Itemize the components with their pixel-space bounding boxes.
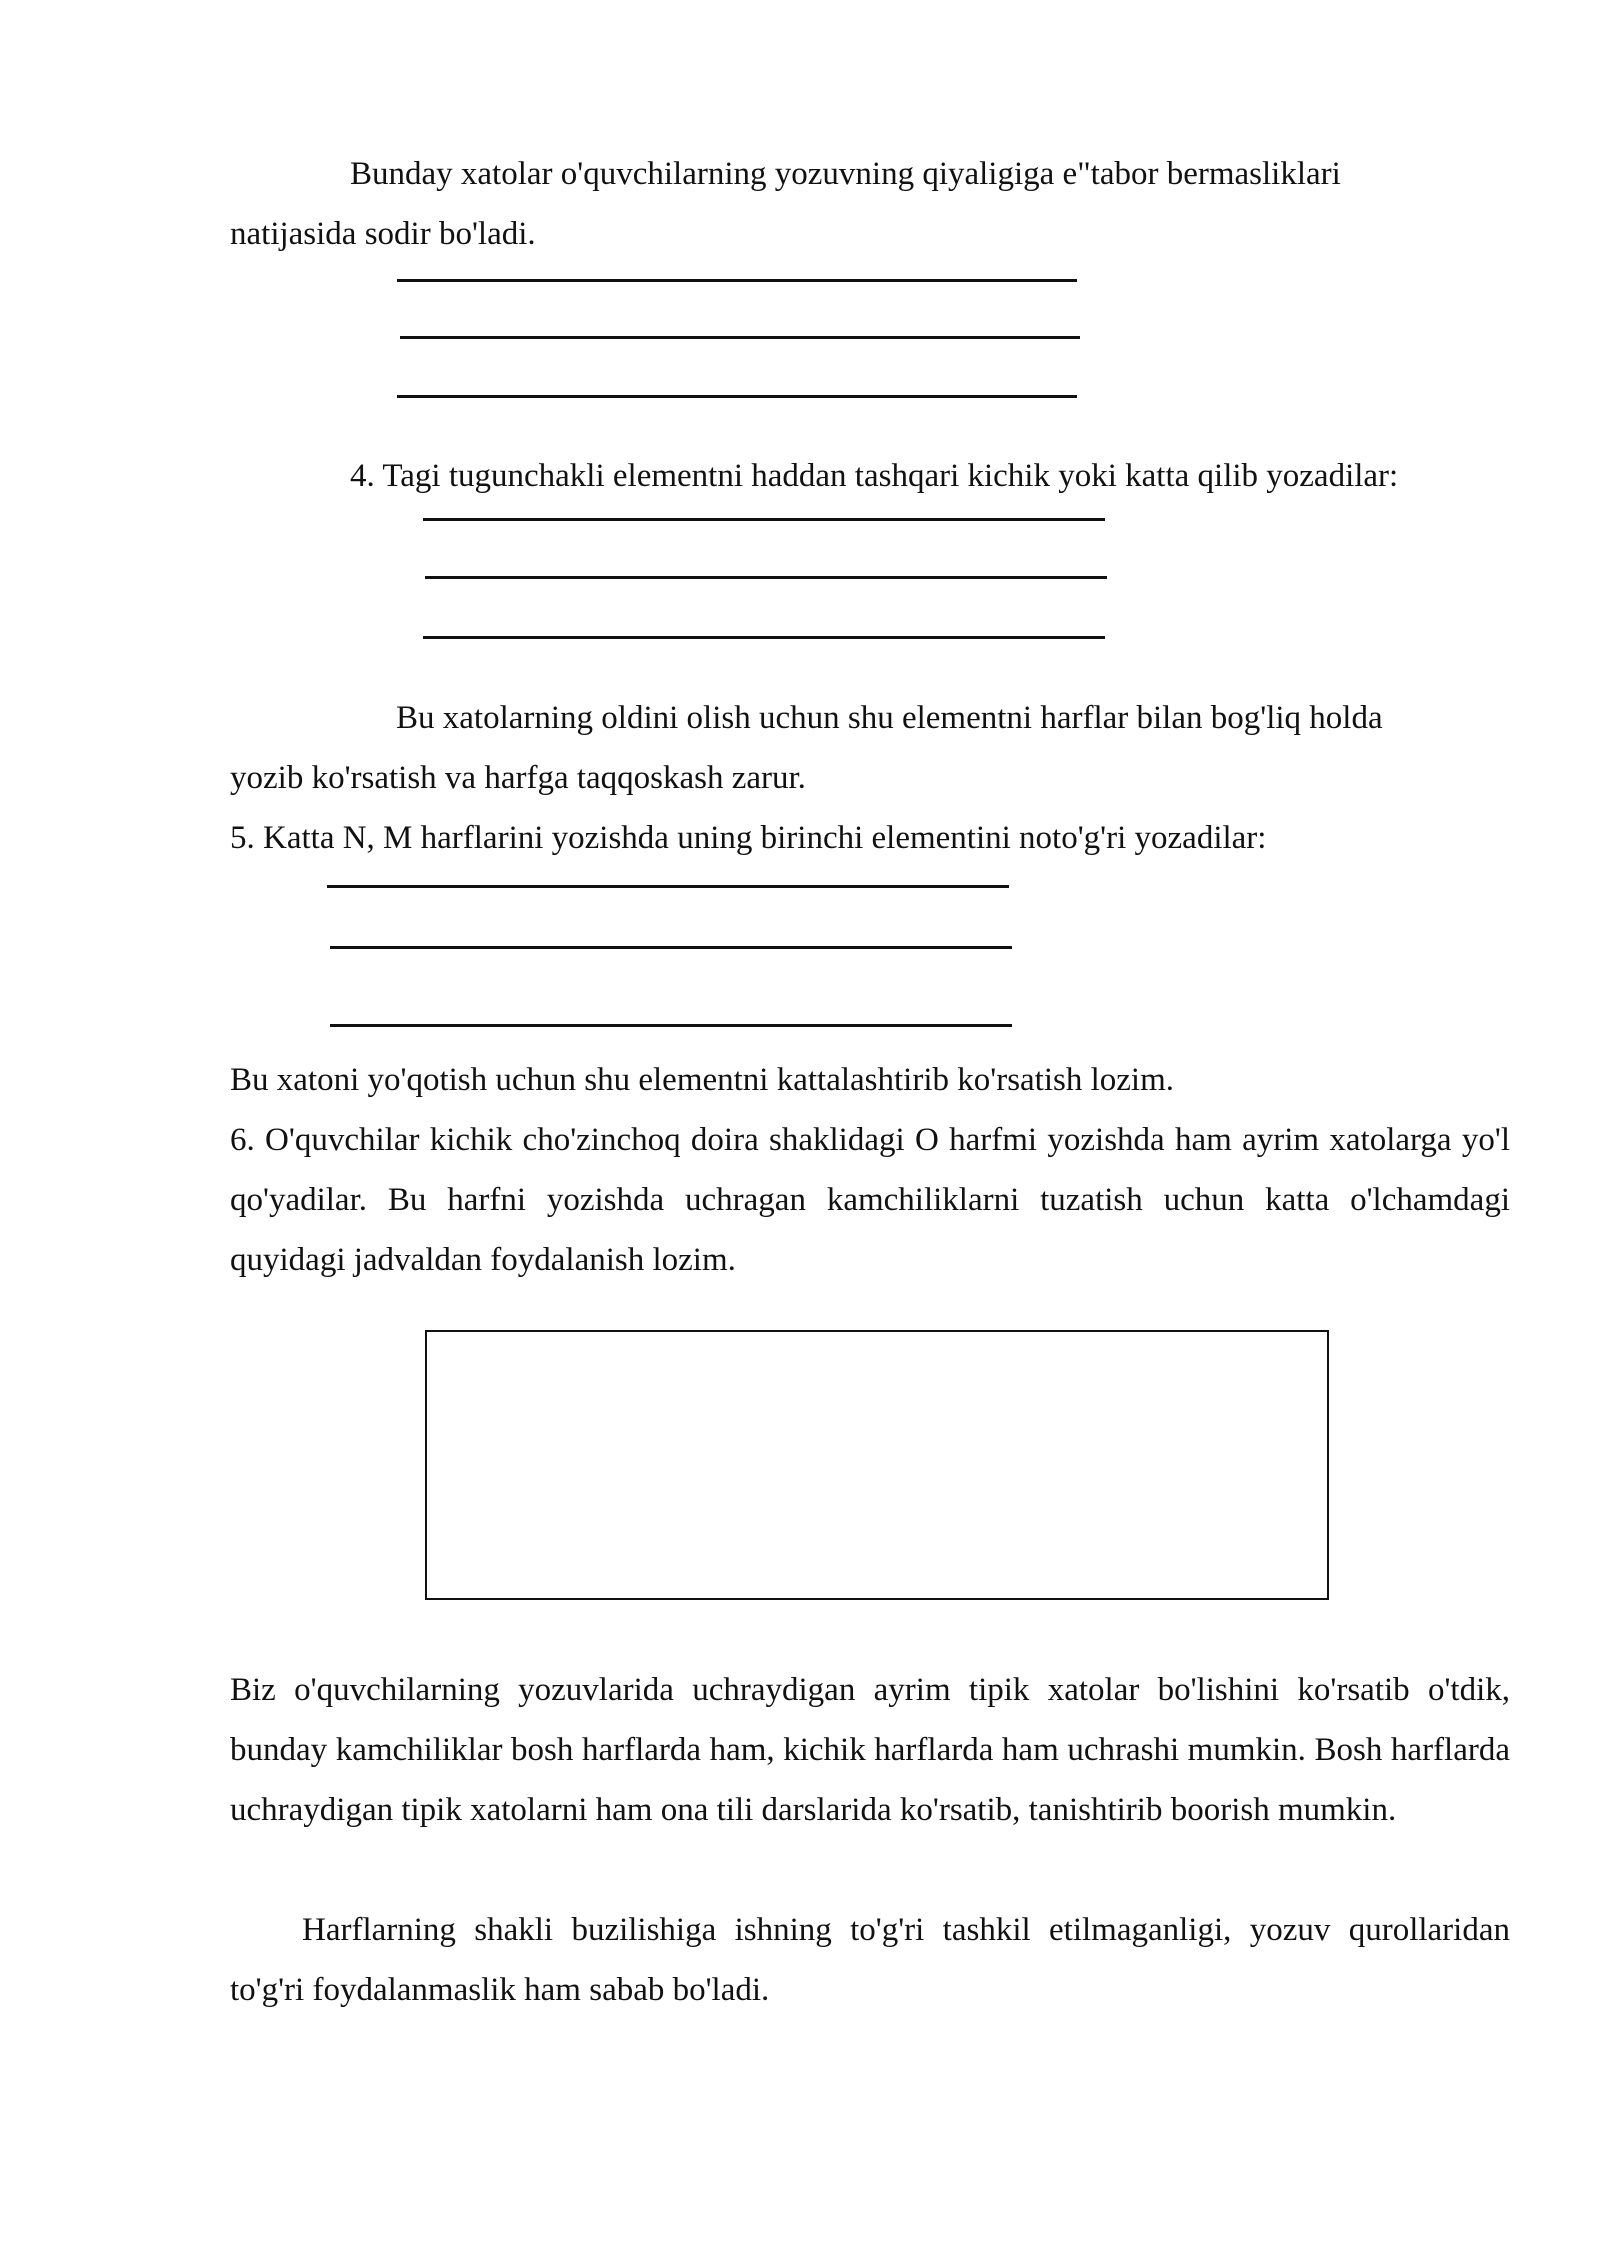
writing-line bbox=[400, 336, 1080, 339]
empty-table-frame bbox=[425, 1330, 1329, 1600]
writing-line bbox=[423, 518, 1105, 521]
writing-line bbox=[397, 395, 1077, 398]
paragraph-bunday-line2: natijasida sodir bo'ladi. bbox=[230, 216, 536, 252]
paragraph-bunday-line1: Bunday xatolar o'quvchilarning yozuvning qiyaligiga e"tabor bermasliklari bbox=[350, 156, 1341, 192]
writing-line bbox=[330, 946, 1012, 949]
paragraph-xatoni: Bu xatoni yo'qotish uchun shu elementni kattalashtirib ko'rsatish lozim. bbox=[230, 1062, 1175, 1098]
writing-line bbox=[327, 885, 1009, 888]
writing-line bbox=[330, 1024, 1012, 1027]
writing-line bbox=[425, 576, 1107, 579]
writing-line bbox=[397, 279, 1077, 282]
paragraph-bu-line1: Bu xatolarning oldini olish uchun shu elementni harflar bilan bog'liq holda bbox=[396, 700, 1383, 736]
paragraph-harflarning: Harflarning shakli buzilishiga ishning to'g'ri tashkil etilmaganligi, yozuv qurollaridan to'g'ri foydalanmaslik ham sabab bo'ladi. bbox=[230, 1912, 1510, 2008]
item-4-text: 4. Tagi tugunchakli elementni haddan tashqari kichik yoki katta qilib yozadilar: bbox=[350, 458, 1399, 494]
item-5-text: 5. Katta N, M harflarini yozishda uning birinchi elementini noto'g'ri yozadilar: bbox=[230, 820, 1267, 856]
item-6-text: 6. O'quvchilar kichik cho'zinchoq doira shaklidagi O harfmi yozishda ham ayrim xatolarga yo'l qo'yadilar. Bu harfni yozishda uchragan kamchiliklarni tuzatish uchun katta o'lchamdagi quyidagi jadvaldan foydalanish lozim. bbox=[230, 1122, 1510, 1278]
paragraph-biz: Biz o'quvchilarning yozuvlarida uchraydigan ayrim tipik xatolar bo'lishini ko'rsatib o'tdik, bunday kamchiliklar bosh harflarda ham, kichik harflarda ham uchrashi mumkin. Bosh harflarda uchraydigan tipik xatolarni ham ona tili darslarida ko'rsatib, tanishtirib boorish mumkin. bbox=[230, 1672, 1510, 1828]
paragraph-bu-line2: yozib ko'rsatish va harfga taqqoskash zarur. bbox=[230, 760, 806, 796]
writing-line bbox=[423, 636, 1105, 639]
